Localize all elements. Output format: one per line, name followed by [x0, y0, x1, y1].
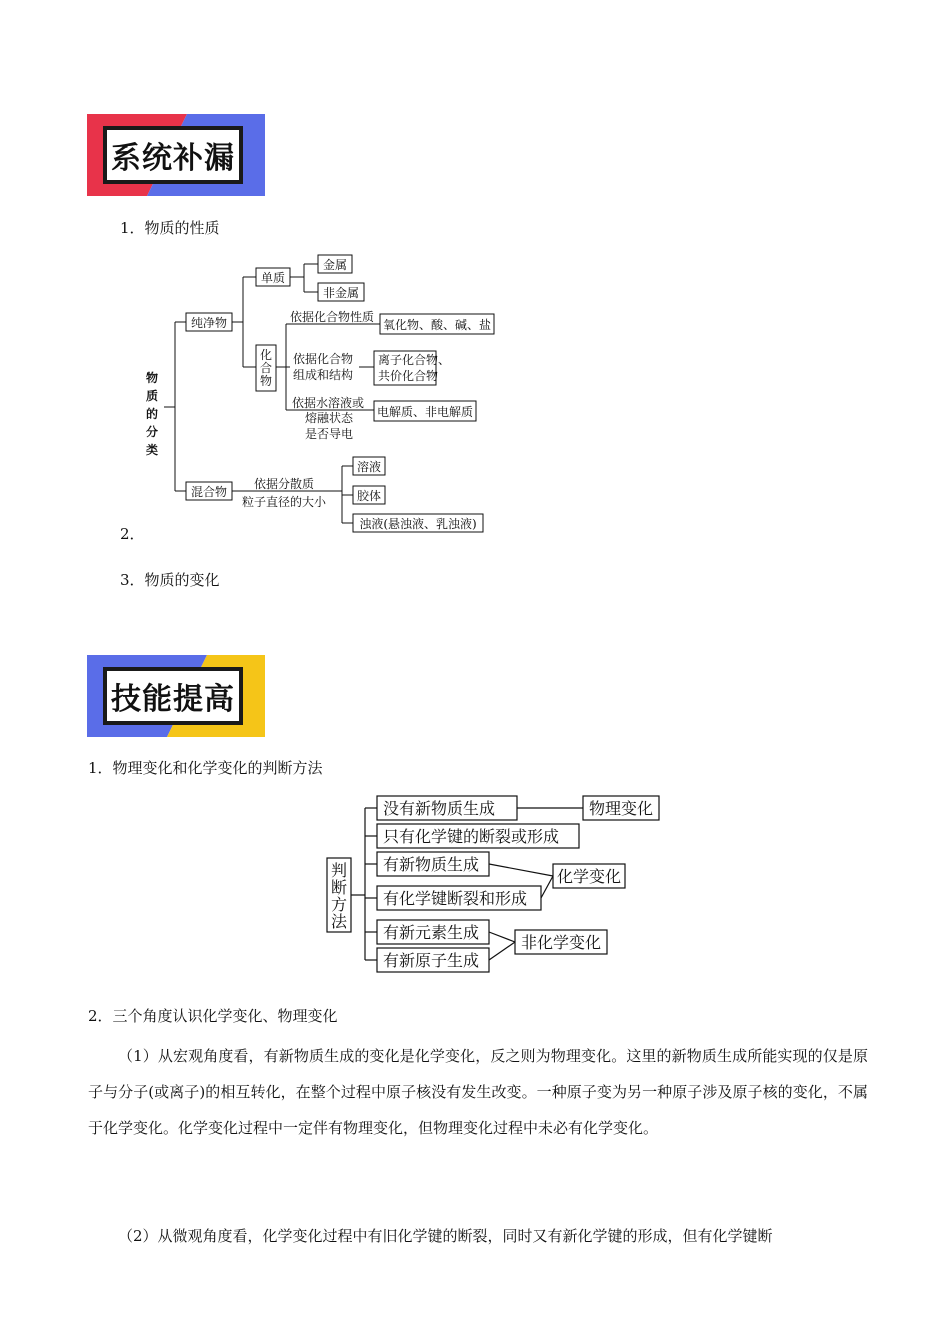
root-char-5: 类 — [145, 443, 159, 457]
root-char-2: 质 — [145, 389, 159, 403]
criterion-conductivity-1: 依据水溶液或 — [292, 396, 365, 410]
node-compound-2: 合 — [259, 361, 273, 375]
result-chemical: 化学变化 — [556, 867, 622, 886]
result-non-chemical: 非化学变化 — [520, 933, 602, 952]
criterion-structure-2: 组成和结构 — [293, 368, 354, 382]
node-simple: 单质 — [260, 271, 286, 285]
item-2: 2． — [120, 525, 145, 543]
criterion-conductivity-3: 是否导电 — [305, 427, 354, 441]
criterion-properties: 依据化合物性质 — [290, 310, 375, 324]
criterion-size-1: 依据分散质 — [253, 477, 315, 491]
node-electrolyte: 电解质、非电解质 — [376, 405, 474, 419]
condition-new-atom: 有新原子生成 — [383, 951, 480, 970]
criterion-conductivity-2: 熔融状态 — [305, 411, 354, 425]
criterion-size-2: 粒子直径的大小 — [241, 495, 327, 509]
node-nonmetal: 非金属 — [322, 286, 360, 300]
root-char-3: 的 — [145, 407, 159, 421]
condition-new-substance: 有新物质生成 — [383, 855, 480, 874]
node-mixture: 混合物 — [190, 485, 228, 499]
node-compound-3: 物 — [259, 374, 273, 388]
condition-bond-break-form: 有化学键断裂和形成 — [383, 889, 528, 908]
node-metal: 金属 — [322, 258, 348, 272]
root-char-4: 法 — [330, 912, 348, 931]
item-three-perspectives: 2．三个角度认识化学变化、物理变化 — [88, 1007, 338, 1025]
judgment-diagram — [325, 792, 665, 976]
root-char-1: 判 — [330, 861, 348, 880]
classification-diagram — [140, 250, 500, 540]
root-char-1: 物 — [145, 371, 159, 385]
paragraph-micro: （2）从微观角度看，化学变化过程中有旧化学键的断裂，同时又有新化学键的形成，但有化学键断 — [118, 1227, 773, 1245]
root-char-2: 断 — [330, 878, 348, 897]
node-suspension: 浊液(悬浊液、乳浊液) — [359, 517, 477, 531]
node-colloid: 胶体 — [356, 489, 382, 503]
item-judgment-method: 1．物理变化和化学变化的判断方法 — [88, 759, 323, 777]
node-solution: 溶液 — [356, 460, 382, 474]
item-substance-properties: 1．物质的性质 — [120, 219, 220, 237]
item-substance-changes: 3．物质的变化 — [120, 571, 220, 589]
condition-no-new-substance: 没有新物质生成 — [383, 799, 496, 818]
node-covalent: 共价化合物 — [378, 369, 439, 383]
root-char-4: 分 — [145, 425, 159, 439]
node-oxides: 氧化物、酸、碱、盐 — [382, 318, 492, 332]
node-pure: 纯净物 — [190, 316, 228, 330]
node-compound-1: 化 — [259, 348, 273, 362]
banner-skill-improve — [87, 655, 265, 737]
result-physical: 物理变化 — [588, 799, 654, 818]
root-char-3: 方 — [330, 895, 348, 914]
condition-only-bond-change: 只有化学键的断裂或形成 — [383, 827, 560, 846]
banner-title: 技能提高 — [103, 667, 243, 725]
criterion-structure-1: 依据化合物 — [293, 352, 354, 366]
condition-new-element: 有新元素生成 — [383, 923, 480, 942]
paragraph-macro: （1）从宏观角度看，有新物质生成的变化是化学变化，反之则为物理变化。这里的新物质生成所能实现的仅是原子与分子(或离子)的相互转化，在整个过程中原子核没有发生改变。一种原子变为另一种原子涉及原子核的变化，不属于化学变化。化学变化过程中一定伴有物理变化，但物理变化过程中未必有化学变化。 — [88, 1047, 868, 1137]
banner-system-review — [87, 114, 265, 196]
banner-title: 系统补漏 — [103, 126, 243, 184]
node-ionic: 离子化合物、 — [378, 353, 451, 367]
